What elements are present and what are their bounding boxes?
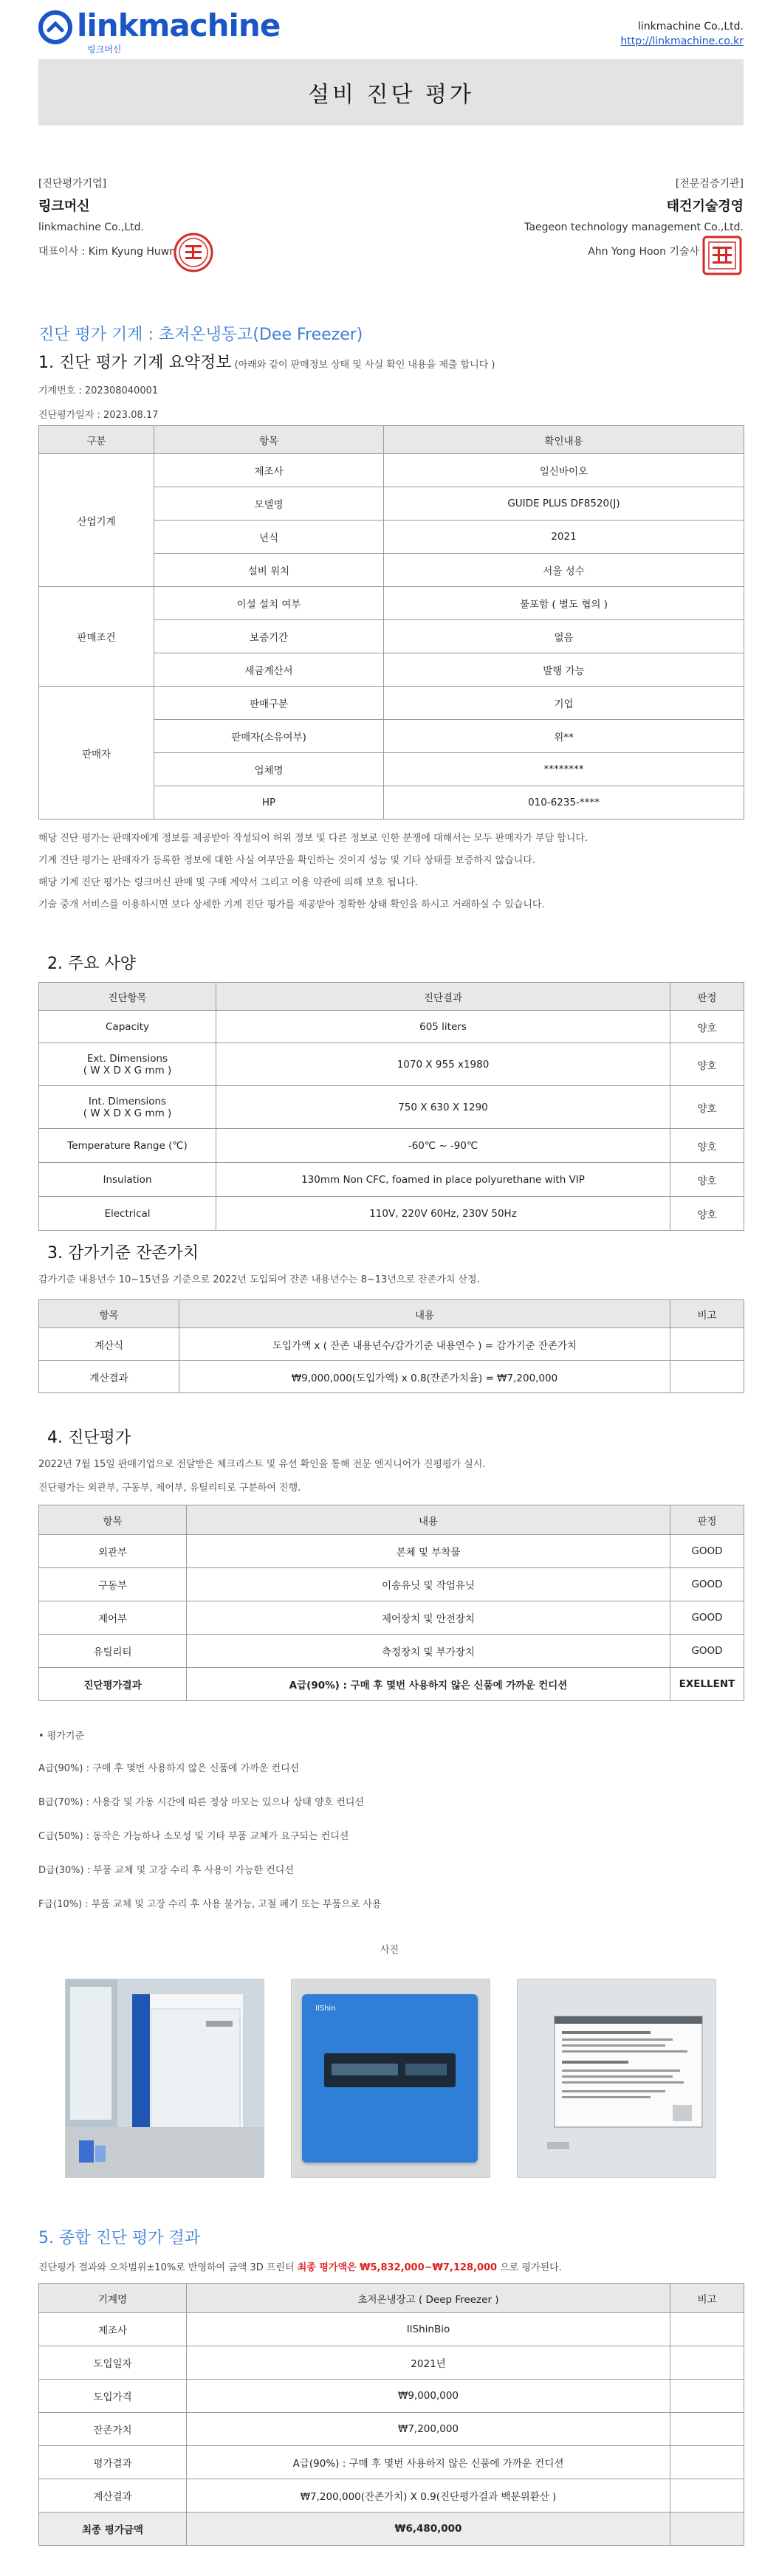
final-total-note [670, 2513, 744, 2546]
residual-item: 계산식 [39, 1328, 179, 1361]
diagnosis-content: 이송유닛 및 작업유닛 [187, 1568, 670, 1601]
section2-title: 2. 주요 사양 [47, 955, 136, 973]
diagnosis-result-content: A급(90%) : 구매 후 몇번 사용하지 않은 신품에 가까운 컨디션 [187, 1668, 670, 1701]
summary-item: 판매자(소유여부) [154, 720, 384, 753]
section5-desc-prefix: 진단평가 결과와 오차범위±10%로 반영하여 금액 3D 프린터 [38, 2262, 298, 2273]
spec-result: 750 X 630 X 1290 [216, 1086, 670, 1129]
summary-item: 판매구분 [154, 687, 384, 720]
summary-header-category: 구분 [39, 426, 154, 454]
criteria-line: D급(30%) : 부품 교체 및 고장 수리 후 사용이 가능한 컨디션 [38, 1865, 294, 1876]
diagnosis-header-item: 항목 [39, 1505, 187, 1535]
final-content: ₩9,000,000 [187, 2380, 670, 2413]
final-header-note: 비고 [670, 2284, 744, 2313]
spec-verdict: 양호 [670, 1163, 744, 1197]
linkmachine-logo-icon [38, 10, 72, 44]
verifier-label: [전문검증기관] [675, 178, 744, 190]
section5-desc [38, 2259, 562, 2273]
spec-item: Temperature Range (℃) [39, 1129, 216, 1163]
summary-table [38, 425, 744, 820]
section1-title: 1. 진단 평가 기계 요약정보 [38, 354, 232, 372]
photo-control-panel [291, 1979, 490, 2178]
reference-label-icon [518, 1979, 715, 2177]
spec-result: 130mm Non CFC, foamed in place polyurethane with VIP [216, 1163, 670, 1197]
spec-verdict: 양호 [670, 1011, 744, 1043]
brand-name-kr: 링크머신 [87, 44, 122, 55]
final-total-amount: ₩6,480,000 [187, 2513, 670, 2546]
spec-verdict: 양호 [670, 1043, 744, 1086]
machine-number: 기계번호 : 202308040001 [38, 385, 159, 396]
summary-item: 세금계산서 [154, 653, 384, 687]
panel-display-segment [332, 2064, 398, 2075]
residual-header-content: 내용 [179, 1300, 670, 1328]
document-title: 설비 진단 평가 [38, 59, 744, 126]
summary-item: 설비 위치 [154, 554, 384, 587]
summary-header-value: 확인내용 [384, 426, 744, 454]
photos-label: 사진 [380, 1945, 399, 1956]
final-note [670, 2380, 744, 2413]
panel-display-segment [405, 2064, 447, 2075]
final-header-name: 초저온냉장고 ( Deep Freezer ) [187, 2284, 670, 2313]
diagnosis-result-item: 진단평가결과 [39, 1668, 187, 1701]
criteria-line: F급(10%) : 부품 교체 및 고장 수리 후 사용 불가능, 고철 폐기 또는 부품으로 사용 [38, 1899, 382, 1910]
summary-item: 모델명 [154, 487, 384, 521]
summary-value: 일신바이오 [384, 454, 744, 487]
diagnosis-item: 구동부 [39, 1568, 187, 1601]
spec-verdict: 양호 [670, 1086, 744, 1129]
evaluator-ceo: 대표이사 : Kim Kyung Huwn [38, 246, 176, 258]
evaluator-company: linkmachine Co.,Ltd. [38, 221, 144, 233]
brand-name: linkmachine [77, 7, 281, 44]
residual-note [670, 1328, 744, 1361]
verifier-company: Taegeon technology management Co.,Ltd. [524, 221, 744, 233]
disclaimer-line: 해당 기계 진단 평가는 링크머신 판매 및 구매 계약서 그리고 이용 약관에 의해 보호 됩니다. [38, 877, 419, 888]
residual-value-table [38, 1299, 744, 1393]
section3-title: 3. 감가기준 잔존가치 [47, 1244, 199, 1263]
diagnosis-content: 측정장치 및 부가장치 [187, 1635, 670, 1668]
spec-item: Ext. Dimensions ( W X D X G mm ) [39, 1043, 216, 1086]
diagnosis-verdict: GOOD [670, 1568, 744, 1601]
evaluation-date: 진단평가일자 : 2023.08.17 [38, 410, 159, 421]
section3-desc: 감가기준 내용년수 10~15년을 기준으로 2022년 도입되어 잔존 내용년수는 8~13년으로 잔존가치 산정. [38, 1274, 480, 1285]
summary-value: 위** [384, 720, 744, 753]
summary-value: 불포함 ( 별도 협의 ) [384, 587, 744, 620]
final-note [670, 2413, 744, 2446]
final-estimate-range: 최종 평가액은 ₩5,832,000~₩7,128,000 [297, 2262, 498, 2273]
summary-item: 제조사 [154, 454, 384, 487]
spec-result: 1070 X 955 x1980 [216, 1043, 670, 1086]
header-url-link[interactable]: http://linkmachine.co.kr [620, 35, 744, 47]
summary-category: 산업기계 [39, 454, 154, 587]
evaluator-name: 링크머신 [38, 199, 90, 214]
spec-item: Int. Dimensions ( W X D X G mm ) [39, 1086, 216, 1129]
photo-reference-label [517, 1979, 716, 2178]
diagnosis-verdict: GOOD [670, 1635, 744, 1668]
residual-header-item: 항목 [39, 1300, 179, 1328]
summary-value: 서울 성수 [384, 554, 744, 587]
summary-value: 없음 [384, 620, 744, 653]
residual-content: 도입가액 x ( 잔존 내용년수/감가기준 내용연수 ) = 감가기준 잔존가치 [179, 1328, 670, 1361]
header-company: linkmachine Co.,Ltd. [638, 21, 744, 32]
photo-freezer-front [65, 1979, 264, 2178]
spec-item: Electrical [39, 1197, 216, 1231]
spec-item: Capacity [39, 1011, 216, 1043]
section5-title: 5. 종합 진단 평가 결과 [38, 2229, 200, 2247]
final-note [670, 2313, 744, 2346]
diagnosis-verdict: GOOD [670, 1601, 744, 1635]
summary-header-item: 항목 [154, 426, 384, 454]
final-content: ₩7,200,000(잔존가치) X 0.9(진단평가결과 백분위환산 ) [187, 2479, 670, 2513]
verifier-expert: Ahn Yong Hoon 기술사 [588, 246, 699, 258]
spec-header-result: 진단결과 [216, 983, 670, 1011]
final-result-table [38, 2283, 744, 2546]
final-item: 도입일자 [39, 2346, 187, 2380]
criteria-line: B급(70%) : 사용감 및 가동 시간에 따른 정상 마모는 있으나 상태 양호 컨디션 [38, 1797, 364, 1808]
evaluator-label: [진단평가기업] [38, 178, 107, 190]
diagnosis-header-verdict: 판정 [670, 1505, 744, 1535]
diagnosis-content: 본체 및 부착물 [187, 1535, 670, 1568]
summary-category: 판매조건 [39, 587, 154, 687]
summary-item: 업체명 [154, 753, 384, 786]
freezer-photo-icon [66, 1979, 264, 2177]
residual-header-note: 비고 [670, 1300, 744, 1328]
summary-item: 보증기간 [154, 620, 384, 653]
disclaimer-line: 기계 진단 평가는 판매자가 등록한 정보에 대한 사실 여부만을 확인하는 것이지 성능 및 기타 상태를 보증하지 않습니다. [38, 855, 536, 866]
residual-item: 계산결과 [39, 1361, 179, 1393]
spec-result: 605 liters [216, 1011, 670, 1043]
section4-title: 4. 진단평가 [47, 1429, 131, 1447]
section4-desc-2: 진단평가는 외관부, 구동부, 제어부, 유틸리티로 구분하여 진행. [38, 1483, 301, 1494]
spec-header-item: 진단항목 [39, 983, 216, 1011]
final-note [670, 2446, 744, 2479]
diagnosis-table [38, 1505, 744, 1701]
summary-category: 판매자 [39, 687, 154, 820]
diagnosis-item: 외관부 [39, 1535, 187, 1568]
section1-heading [38, 350, 495, 373]
spec-result: 110V, 220V 60Hz, 230V 50Hz [216, 1197, 670, 1231]
summary-item: HP [154, 786, 384, 820]
panel-display [324, 2053, 456, 2087]
final-item: 잔존가치 [39, 2413, 187, 2446]
summary-value: 010-6235-**** [384, 786, 744, 820]
disclaimer-line: 해당 진단 평가는 판매자에게 정보를 제공받아 작성되어 허위 정보 및 다른 정보로 인한 분쟁에 대해서는 모두 판매자가 부담 합니다. [38, 833, 588, 844]
panel-body [302, 1994, 478, 2163]
spec-header-verdict: 판정 [670, 983, 744, 1011]
summary-item: 이설 설치 여부 [154, 587, 384, 620]
criteria-line: A급(90%) : 구매 후 몇번 사용하지 않은 신품에 가까운 컨디션 [38, 1763, 300, 1774]
final-content: A급(90%) : 구매 후 몇번 사용하지 않은 신품에 가까운 컨디션 [187, 2446, 670, 2479]
final-note [670, 2346, 744, 2380]
disclaimer-line: 기술 중개 서비스를 이용하시면 보다 상세한 기계 진단 평가를 제공받아 정확한 상태 확인을 하시고 거래하실 수 있습니다. [38, 899, 545, 910]
spec-verdict: 양호 [670, 1129, 744, 1163]
final-item: 제조사 [39, 2313, 187, 2346]
panel-brand: IlShin [315, 2005, 336, 2013]
summary-value: 발행 가능 [384, 653, 744, 687]
summary-value: 기업 [384, 687, 744, 720]
summary-value: 2021 [384, 521, 744, 554]
diagnosis-item: 제어부 [39, 1601, 187, 1635]
spec-result: -60℃ ~ -90℃ [216, 1129, 670, 1163]
final-header-machine: 기계명 [39, 2284, 187, 2313]
spec-verdict: 양호 [670, 1197, 744, 1231]
diagnosis-item: 유틸리티 [39, 1635, 187, 1668]
diagnosis-result-verdict: EXELLENT [670, 1668, 744, 1701]
residual-note [670, 1361, 744, 1393]
summary-value: ******** [384, 753, 744, 786]
residual-content: ₩9,000,000(도입가액) x 0.8(잔존가치율) = ₩7,200,000 [179, 1361, 670, 1393]
verifier-seal-icon [701, 235, 743, 276]
machine-heading: 진단 평가 기계 : 초저온냉동고(Dee Freezer) [38, 326, 363, 344]
section1-note: (아래와 같이 판매정보 상태 및 사실 확인 내용을 제출 합니다 ) [234, 360, 495, 371]
final-total-item: 최종 평가금액 [39, 2513, 187, 2546]
diagnosis-header-content: 내용 [187, 1505, 670, 1535]
diagnosis-content: 제어장치 및 안전장치 [187, 1601, 670, 1635]
diagnosis-verdict: GOOD [670, 1535, 744, 1568]
spec-table [38, 982, 744, 1231]
criteria-line: C급(50%) : 동작은 가능하나 소모성 및 기타 부품 교체가 요구되는 컨디션 [38, 1831, 349, 1842]
verifier-name: 태건기술경영 [666, 199, 744, 214]
final-content: 2021년 [187, 2346, 670, 2380]
final-note [670, 2479, 744, 2513]
final-content: ₩7,200,000 [187, 2413, 670, 2446]
section5-desc-suffix: 으로 평가된다. [497, 2262, 562, 2273]
final-item: 도입가격 [39, 2380, 187, 2413]
spec-item: Insulation [39, 1163, 216, 1197]
final-item: 계산결과 [39, 2479, 187, 2513]
final-content: IlShinBio [187, 2313, 670, 2346]
evaluator-seal-icon [173, 232, 214, 273]
summary-item: 년식 [154, 521, 384, 554]
section4-desc-1: 2022년 7월 15일 판매기업으로 전달받은 체크리스트 및 유선 확인을 통해 전문 엔지니어가 진평평가 실시. [38, 1459, 486, 1470]
summary-value: GUIDE PLUS DF8520(J) [384, 487, 744, 521]
final-item: 평가결과 [39, 2446, 187, 2479]
criteria-title: • 평가기준 [38, 1731, 85, 1742]
